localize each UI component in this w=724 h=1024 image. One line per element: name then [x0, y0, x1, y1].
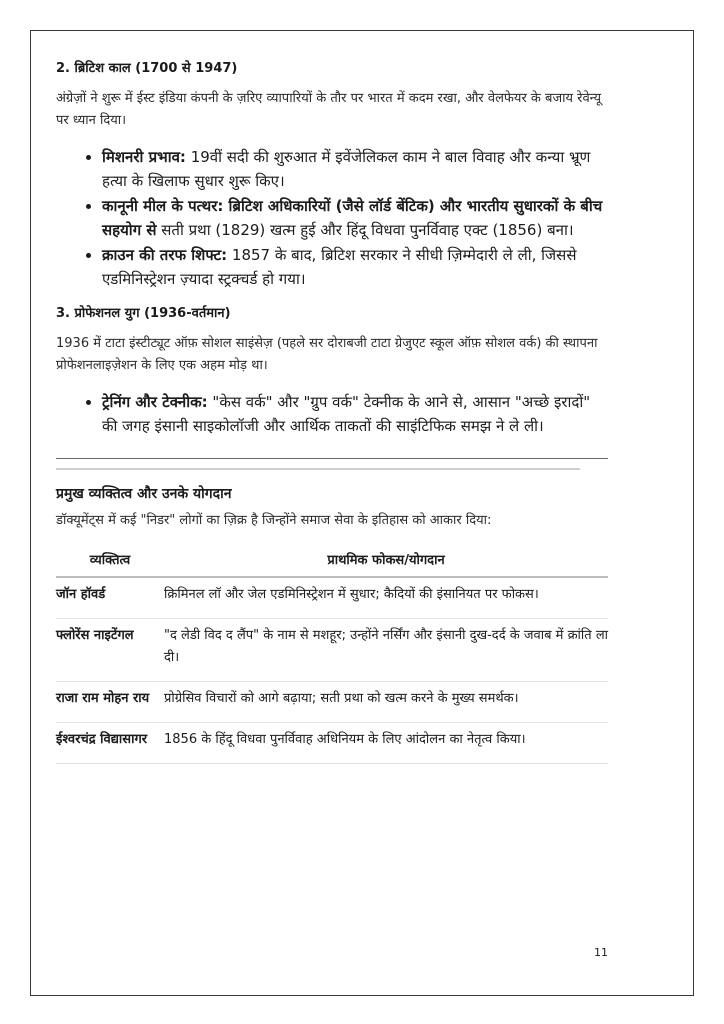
section-professional-title: 3. प्रोफेशनल युग (1936-वर्तमान): [56, 306, 231, 321]
page-content: [56, 60, 608, 764]
table-row: [56, 682, 608, 723]
column-header-personality: व्यक्तित्व: [56, 542, 164, 577]
bullet-missionary: [102, 146, 608, 193]
section-divider-light: [56, 468, 580, 470]
table-row: [56, 577, 608, 619]
section-british-title: 2. ब्रिटिश काल (1700 से 1947): [56, 61, 238, 76]
bullet-text: सती प्रथा (1829) खत्म हुई और हिंदू विधवा पुनर्विवाह एक्ट (1856) बना।: [156, 220, 574, 239]
bullet-term: कानूनी मील के पत्थर: ब्रिटिश अधिकारियों (जैसे लॉर्ड बेंटिक) और भारतीय सुधारकों के बीच सहयोग से: [102, 197, 603, 239]
british-bullet-list: [56, 146, 608, 291]
section-british-paragraph: अंग्रेज़ों ने शुरू में ईस्ट इंडिया कंपनी के ज़रिए व्यापारियों के तौर पर भारत में कदम रखा, और वेलफेयर के बजाय रेवेन्यू पर ध्यान दिया।: [56, 91, 602, 128]
bullet-term: मिशनरी प्रभाव:: [102, 148, 186, 166]
table-row: [56, 723, 608, 764]
table-row: [56, 619, 608, 682]
bullet-legal-milestones: [102, 195, 608, 242]
person-name: ईश्वरचंद्र विद्यासागर: [56, 723, 164, 764]
person-contribution: "द लेडी विद द लैंप" के नाम से मशहूर; उन्होंने नर्सिंग और इंसानी दुख-दर्द के जवाब में क्रांति ला दी।: [164, 619, 608, 682]
person-name: फ्लोरेंस नाइटेंगल: [56, 619, 164, 682]
table-header-row: [56, 542, 608, 577]
professional-bullet-list: [56, 391, 608, 438]
person-name: जॉन हॉवर्ड: [56, 577, 164, 619]
people-intro: डॉक्यूमेंट्स में कई "निडर" लोगों का ज़िक्र है जिन्होंने समाज सेवा के इतिहास को आकार दिया:: [56, 513, 492, 528]
bullet-text: 19वीं सदी की शुरुआत में इवेंजेलिकल काम ने बाल विवाह और कन्या भ्रूण हत्या के खिलाफ सुधार शुरू किए।: [102, 148, 591, 190]
bullet-text: "केस वर्क" और "ग्रुप वर्क" टेक्नीक के आने से, आसान "अच्छे इरादों" की जगह इंसानी साइकोलॉजी और आर्थिक ताकतों की साइंटिफिक समझ ने ले ली।: [102, 393, 591, 435]
bullet-crown-shift: [102, 244, 608, 291]
personalities-table: [56, 542, 608, 764]
person-contribution: प्रोग्रेसिव विचारों को आगे बढ़ाया; सती प्रथा को खत्म करने के मुख्य समर्थक।: [164, 682, 608, 723]
bullet-term: ट्रेनिंग और टेक्नीक:: [102, 393, 208, 411]
person-contribution: क्रिमिनल लॉ और जेल एडमिनिस्ट्रेशन में सुधार; कैदियों की इंसानियत पर फोकस।: [164, 577, 608, 619]
page-number: 11: [594, 946, 608, 959]
bullet-text: 1857 के बाद, ब्रिटिश सरकार ने सीधी ज़िम्मेदारी ले ली, जिससे एडमिनिस्ट्रेशन ज़्यादा स्ट्रक्चर्ड हो गया।: [102, 246, 577, 288]
person-name: राजा राम मोहन राय: [56, 682, 164, 723]
people-heading: प्रमुख व्यक्तित्व और उनके योगदान: [56, 486, 232, 502]
bullet-training-technique: [102, 391, 608, 438]
bullet-term: क्राउन की तरफ शिफ्ट:: [102, 246, 228, 264]
section-professional-paragraph: 1936 में टाटा इंस्टीट्यूट ऑफ़ सोशल साइंसेज़ (पहले सर दोराबजी टाटा ग्रेजुएट स्कूल ऑफ़ सोशल वर्क) की स्थापना प्रोफेशनलाइज़ेशन के लिए एक अहम मोड़ था।: [56, 336, 598, 373]
section-divider: [56, 458, 608, 459]
person-contribution: 1856 के हिंदू विधवा पुनर्विवाह अधिनियम के लिए आंदोलन का नेतृत्व किया।: [164, 723, 608, 764]
column-header-contribution: प्राथमिक फोकस/योगदान: [164, 542, 608, 577]
